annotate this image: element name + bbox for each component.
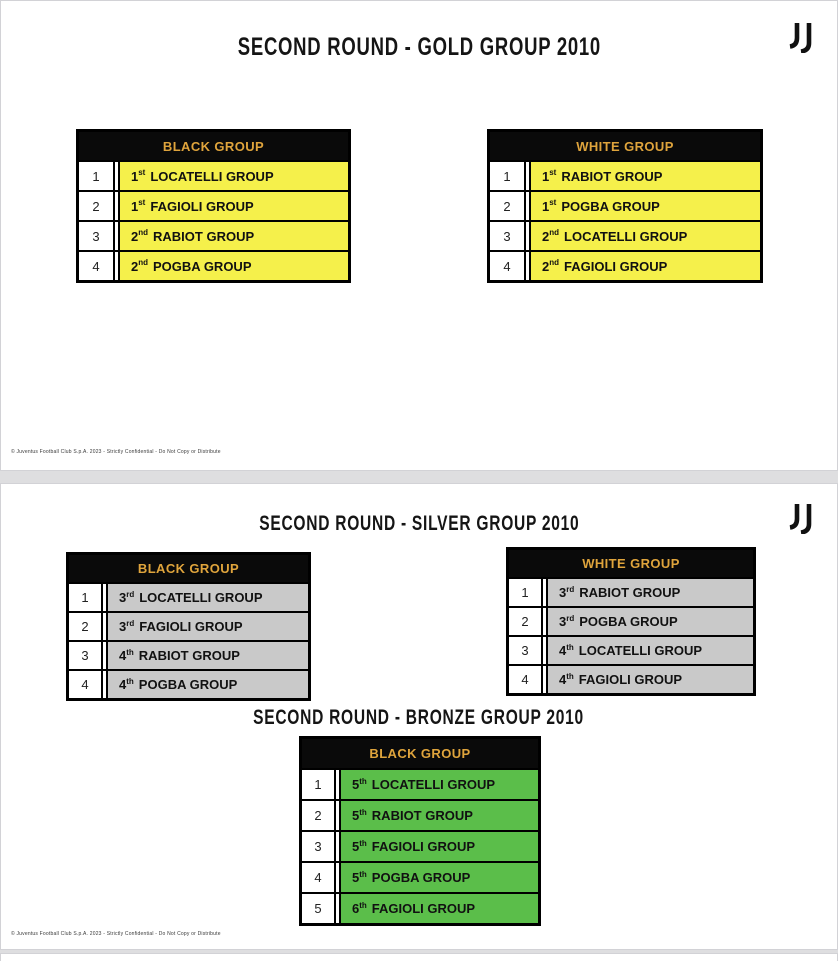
group-name: RABIOT GROUP [371,808,473,823]
qualified-group-cell: 2 $^{nd}$ LOCATELLI GROUP [529,222,760,250]
rank-ordinal: 3 [119,590,127,605]
qualified-group-cell: 1 $^{st}$ FAGIOLI GROUP [118,192,348,220]
rank-ordinal: 5 [352,777,360,792]
position-number: 2 [69,613,103,640]
table-header: BLACK GROUP [302,739,538,768]
slide-silver-bronze [0,483,838,950]
table-row [79,220,348,250]
qualified-group-cell: 5 $^{th}$ RABIOT GROUP [339,801,538,830]
qualified-group-cell: 3 $^{rd}$ LOCATELLI GROUP [106,584,308,611]
rank-ordinal: 4 [119,677,127,692]
qualified-group-cell: 6 $^{th}$ FAGIOLI GROUP [339,894,538,923]
page-title: SECOND ROUND - GOLD GROUP 2010 [237,33,601,61]
table-row [302,861,538,892]
table-row [69,582,308,611]
qualified-group-cell: 3 $^{rd}$ RABIOT GROUP [546,579,753,606]
qualified-group-cell: 4 $^{th}$ POGBA GROUP [106,671,308,698]
group-name: RABIOT GROUP [579,585,681,600]
table-row [509,577,753,606]
position-number: 1 [509,579,543,606]
position-number: 2 [302,801,336,830]
table-row [79,190,348,220]
qualified-group-cell: 2 $^{nd}$ RABIOT GROUP [118,222,348,250]
table-row [509,606,753,635]
table-gold-black-group [76,129,351,283]
table-row [490,250,760,280]
group-name: POGBA GROUP [153,258,252,274]
group-name: RABIOT GROUP [153,228,255,244]
table-row [509,664,753,693]
qualified-group-cell: 5 $^{th}$ FAGIOLI GROUP [339,832,538,861]
table-silver-white-group [506,547,756,696]
rank-ordinal: 4 [119,648,127,663]
table-row [302,830,538,861]
qualified-group-cell: 3 $^{rd}$ POGBA GROUP [546,608,753,635]
group-name: RABIOT GROUP [138,648,240,663]
group-name: POGBA GROUP [579,614,678,629]
table-row [302,768,538,799]
position-number: 3 [490,222,526,250]
qualified-group-cell: 2 $^{nd}$ FAGIOLI GROUP [529,252,760,280]
table-row [79,250,348,280]
group-name: FAGIOLI GROUP [371,901,476,916]
position-number: 1 [79,162,115,190]
qualified-group-cell: 1 $^{st}$ POGBA GROUP [529,192,760,220]
table-row [490,220,760,250]
position-number: 1 [302,770,336,799]
group-name: POGBA GROUP [561,198,660,214]
group-name: LOCATELLI GROUP [139,590,263,605]
group-name: LOCATELLI GROUP [150,168,274,184]
position-number: 1 [490,162,526,190]
rank-ordinal: 2 [131,258,139,274]
rank-ordinal: 5 [352,870,360,885]
group-name: LOCATELLI GROUP [578,643,703,658]
group-name: LOCATELLI GROUP [564,228,688,244]
bronze-section-title: SECOND ROUND - BRONZE GROUP 2010 [253,706,585,729]
rank-ordinal: 3 [559,585,567,600]
group-name: POGBA GROUP [138,677,238,692]
position-number: 4 [302,863,336,892]
table-row [490,190,760,220]
rank-ordinal: 3 [559,614,567,629]
table-silver-black-group [66,552,311,701]
table-header: BLACK GROUP [69,555,308,582]
rank-ordinal: 1 [542,198,550,214]
rank-ordinal: 2 [542,258,550,274]
qualified-group-cell: 2 $^{nd}$ POGBA GROUP [118,252,348,280]
position-number: 4 [490,252,526,280]
rank-ordinal: 5 [352,839,360,854]
rank-ordinal: 1 [542,168,550,184]
position-number: 4 [509,666,543,693]
table-row [69,640,308,669]
group-name: FAGIOLI GROUP [564,258,668,274]
position-number: 4 [69,671,103,698]
slide-gold [0,0,838,471]
position-number: 5 [302,894,336,923]
table-row [302,799,538,830]
position-number: 3 [302,832,336,861]
position-number: 3 [509,637,543,664]
qualified-group-cell: 4 $^{th}$ LOCATELLI GROUP [546,637,753,664]
qualified-group-cell: 5 $^{th}$ LOCATELLI GROUP [339,770,538,799]
rank-ordinal: 1 [131,198,139,214]
table-bronze-black-group [299,736,541,926]
position-number: 2 [79,192,115,220]
confidentiality-footer: © Juventus Football Club S.p.A. 2023 - Strictly Confidential - Do Not Copy or Distribute [11,449,221,455]
qualified-group-cell: 4 $^{th}$ FAGIOLI GROUP [546,666,753,693]
table-header: BLACK GROUP [79,132,348,160]
qualified-group-cell: 5 $^{th}$ POGBA GROUP [339,863,538,892]
table-row [79,160,348,190]
rank-ordinal: 3 [119,619,127,634]
position-number: 3 [79,222,115,250]
position-number: 1 [69,584,103,611]
qualified-group-cell: 1 $^{st}$ LOCATELLI GROUP [118,162,348,190]
rank-ordinal: 1 [131,168,139,184]
qualified-group-cell: 3 $^{rd}$ FAGIOLI GROUP [106,613,308,640]
group-name: POGBA GROUP [371,870,471,885]
rank-ordinal: 2 [131,228,139,244]
rank-ordinal: 4 [559,672,567,687]
table-row [509,635,753,664]
confidentiality-footer: © Juventus Football Club S.p.A. 2023 - Strictly Confidential - Do Not Copy or Distribute [11,931,221,937]
table-gold-white-group [487,129,763,283]
group-name: FAGIOLI GROUP [150,198,254,214]
silver-section-title: SECOND ROUND - SILVER GROUP 2010 [258,512,580,535]
position-number: 2 [490,192,526,220]
table-header: WHITE GROUP [490,132,760,160]
table-header: WHITE GROUP [509,550,753,577]
rank-ordinal: 2 [542,228,550,244]
position-number: 4 [79,252,115,280]
position-number: 3 [69,642,103,669]
rank-ordinal: 5 [352,808,360,823]
qualified-group-cell: 4 $^{th}$ RABIOT GROUP [106,642,308,669]
group-name: FAGIOLI GROUP [139,619,243,634]
table-row [69,611,308,640]
qualified-group-cell: 1 $^{st}$ RABIOT GROUP [529,162,760,190]
group-name: FAGIOLI GROUP [371,839,476,854]
table-row [69,669,308,698]
position-number: 2 [509,608,543,635]
table-row [490,160,760,190]
group-name: RABIOT GROUP [561,168,663,184]
table-row [302,892,538,923]
group-name: FAGIOLI GROUP [578,672,683,687]
rank-ordinal: 4 [559,643,567,658]
rank-ordinal: 6 [352,901,360,916]
group-name: LOCATELLI GROUP [371,777,496,792]
